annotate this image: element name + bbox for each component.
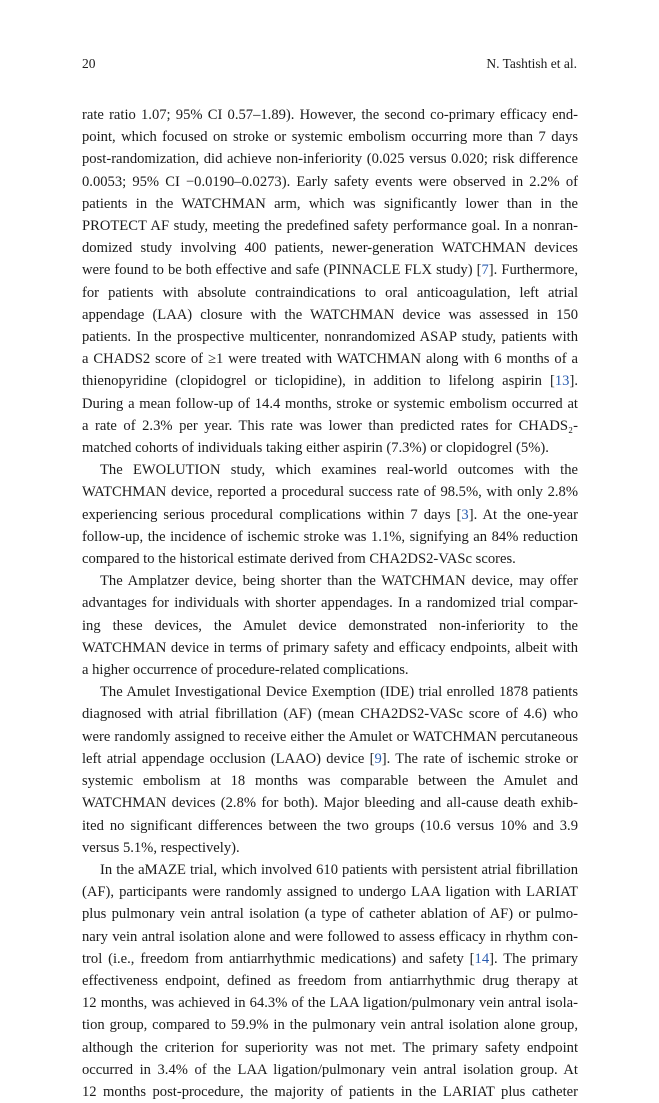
text-line: plus pulmonary vein antral isolation (a type of catheter ablation of AF) or pulmo- bbox=[82, 906, 578, 923]
body-text bbox=[82, 104, 578, 1103]
text-line: appendage (LAA) closure with the WATCHMAN device was assessed in 150 bbox=[82, 306, 578, 323]
paragraph bbox=[82, 681, 578, 859]
citation-link[interactable]: 9 bbox=[374, 750, 382, 767]
text-line: 12 months post-procedure, the majority of patients in the LARIAT plus catheter bbox=[82, 1083, 578, 1100]
text-line: patients in the WATCHMAN arm, which was significantly lower than in the bbox=[82, 195, 578, 212]
text-line: During a mean follow-up of 14.4 months, stroke or systemic embolism occurred at bbox=[82, 395, 578, 412]
citation-link[interactable]: 13 bbox=[554, 373, 570, 390]
text-line: although the criterion for superiority was not met. The primary safety endpoint bbox=[82, 1039, 578, 1056]
text-line: compared to the historical estimate derived from CHA2DS2-VASc scores. bbox=[82, 551, 516, 568]
text-line: experiencing serious procedural complications within 7 days [3]. At the one-year bbox=[82, 506, 578, 523]
text-line: systemic embolism at 18 months was comparable between the Amulet and bbox=[82, 773, 578, 790]
text-line: occurred in 3.4% of the LAA ligation/pulmonary vein antral isolation group. At bbox=[82, 1061, 578, 1078]
paragraph bbox=[82, 104, 578, 459]
text-line: The Amulet Investigational Device Exemption (IDE) trial enrolled 1878 patients bbox=[100, 684, 578, 701]
text-line: 12 months, was achieved in 64.3% of the LAA ligation/pulmonary vein antral isola- bbox=[82, 995, 578, 1012]
text-line: tion group, compared to 59.9% in the pulmonary vein antral isolation alone group, bbox=[82, 1017, 578, 1034]
text-line: were randomly assigned to receive either the Amulet or WATCHMAN percutaneous bbox=[82, 728, 578, 745]
paragraph bbox=[82, 459, 578, 570]
text-line: ited no significant differences between the two groups (10.6 versus 10% and 3.9 bbox=[82, 817, 578, 834]
text-line: In the aMAZE trial, which involved 610 patients with persistent atrial fibrillation bbox=[100, 861, 578, 878]
running-author: N. Tashtish et al. bbox=[486, 56, 577, 71]
page-number: 20 bbox=[82, 56, 96, 71]
text-line: rate ratio 1.07; 95% CI 0.57–1.89). However, the second co-primary efficacy end- bbox=[82, 107, 578, 123]
text-line: matched cohorts of individuals taking either aspirin (7.3%) or clopidogrel (5%). bbox=[82, 440, 549, 457]
text-line: trol (i.e., freedom from antiarrhythmic medications) and safety [14]. The primary bbox=[82, 950, 579, 967]
text-line: patients. In the prospective multicenter, nonrandomized ASAP study, patients with bbox=[82, 329, 578, 346]
text-line: 0.0053; 95% CI −0.0190–0.0273). Early safety events were observed in 2.2% of bbox=[82, 173, 578, 190]
text-line: WATCHMAN device in terms of primary safety and efficacy endpoints, albeit with bbox=[82, 639, 578, 656]
text-line: point, which focused on stroke or systemic embolism occurring more than 7 days bbox=[82, 129, 578, 146]
text-line: diagnosed with atrial fibrillation (AF) (mean CHA2DS2-VASc score of 4.6) who bbox=[82, 706, 578, 723]
text-line: post-randomization, did achieve non-inferiority (0.025 versus 0.020; risk difference bbox=[82, 151, 578, 168]
text-line: ing these devices, the Amulet device demonstrated non-inferiority to the bbox=[82, 617, 578, 634]
text-line: follow-up, the incidence of ischemic stroke was 1.1%, signifying an 84% reduction bbox=[82, 528, 578, 545]
text-line: a higher occurrence of procedure-related complications. bbox=[82, 662, 409, 679]
paragraph bbox=[82, 859, 578, 1103]
text-line: PROTECT AF study, meeting the predefined safety performance goal. In a nonran- bbox=[82, 218, 578, 235]
paragraph bbox=[82, 570, 578, 681]
text-line: for patients with absolute contraindications to oral anticoagulation, left atrial bbox=[82, 284, 578, 301]
text-line: (AF), participants were randomly assigned to undergo LAA ligation with LARIAT bbox=[82, 884, 578, 901]
text-line: WATCHMAN devices (2.8% for both). Major bleeding and all-cause death exhib- bbox=[82, 795, 578, 812]
text-line: domized study involving 400 patients, newer-generation WATCHMAN devices bbox=[82, 240, 578, 257]
text-line: versus 5.1%, respectively). bbox=[82, 839, 240, 856]
text-line: were found to be both effective and safe (PINNACLE FLX study) [7]. Furthermore, bbox=[82, 262, 578, 279]
running-header bbox=[82, 56, 577, 72]
text-line: left atrial appendage occlusion (LAAO) device [9]. The rate of ischemic stroke or bbox=[82, 750, 578, 767]
text-line: thienopyridine (clopidogrel or ticlopidine), in addition to lifelong aspirin [13]. bbox=[82, 373, 578, 390]
text-line: a rate of 2.3% per year. This rate was lower than predicted rates for CHADS₂- bbox=[82, 417, 578, 434]
text-line: The Amplatzer device, being shorter than the WATCHMAN device, may offer bbox=[100, 573, 578, 590]
text-line: effectiveness endpoint, defined as freedom from antiarrhythmic drug therapy at bbox=[82, 972, 578, 989]
citation-link[interactable]: 14 bbox=[474, 950, 490, 967]
citation-link[interactable]: 3 bbox=[461, 506, 469, 523]
text-line: nary vein antral isolation alone and were followed to assess efficacy in rhythm con- bbox=[82, 928, 578, 945]
citation-link[interactable]: 7 bbox=[481, 262, 489, 279]
text-line: WATCHMAN device, reported a procedural success rate of 98.5%, with only 2.8% bbox=[82, 484, 578, 501]
text-line: a CHADS2 score of ≥1 were treated with WATCHMAN along with 6 months of a bbox=[82, 351, 578, 368]
text-line: The EWOLUTION study, which examines real-world outcomes with the bbox=[100, 462, 578, 479]
text-line: advantages for individuals with shorter appendages. In a randomized trial compar- bbox=[82, 595, 578, 612]
